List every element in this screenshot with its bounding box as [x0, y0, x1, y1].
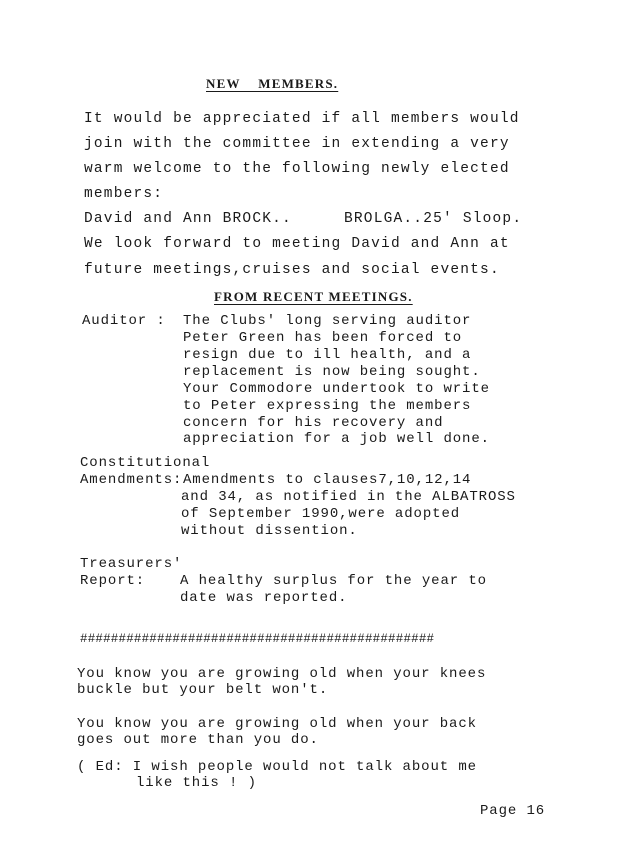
intro-line-1: It would be appreciated if all members would	[84, 111, 520, 127]
intro-line-2: join with the committee in extending a very	[84, 136, 510, 152]
editor-note-line-2: like this ! )	[136, 775, 257, 791]
auditor-line-5: Your Commodore undertook to write	[183, 381, 490, 397]
intro-line-3: warm welcome to the following newly elected	[84, 161, 510, 177]
new-members-heading: NEW MEMBERS.	[206, 76, 339, 91]
joke2-line-1: You know you are growing old when your back	[77, 716, 477, 732]
auditor-line-8: appreciation for a job well done.	[183, 431, 490, 447]
report-label: Report:	[80, 573, 146, 589]
treasurers-line-2: date was reported.	[180, 590, 348, 606]
hash-divider: ##############################################	[80, 632, 435, 646]
recent-meetings-heading: FROM RECENT MEETINGS.	[214, 289, 413, 304]
treasurers-line-1: A healthy surplus for the year to	[180, 573, 487, 589]
auditor-line-4: replacement is now being sought.	[183, 364, 481, 380]
treasurers-label: Treasurers'	[80, 556, 183, 572]
joke1-line-1: You know you are growing old when your knees	[77, 666, 487, 682]
welcome-line-1: We look forward to meeting David and Ann at	[84, 236, 510, 252]
welcome-line-2: future meetings,cruises and social events.	[84, 262, 500, 278]
page-number: Page 16	[480, 803, 546, 819]
amendments-label: Amendments:	[80, 472, 183, 488]
amendments-line-1: Amendments to clauses7,10,12,14	[183, 472, 472, 488]
amendments-line-2: and 34, as notified in the ALBATROSS	[181, 489, 516, 505]
auditor-line-3: resign due to ill health, and a	[183, 347, 472, 363]
auditor-line-6: to Peter expressing the members	[183, 398, 472, 414]
auditor-line-7: concern for his recovery and	[183, 415, 444, 431]
auditor-line-1: The Clubs' long serving auditor	[183, 313, 472, 329]
auditor-label: Auditor :	[82, 313, 166, 329]
member-boat: BROLGA..25' Sloop.	[344, 211, 523, 227]
member-name: David and Ann BROCK..	[84, 211, 292, 227]
auditor-line-2: Peter Green has been forced to	[183, 330, 463, 346]
amendments-line-3: of September 1990,were adopted	[181, 506, 461, 522]
joke1-line-2: buckle but your belt won't.	[77, 682, 329, 698]
joke2-line-2: goes out more than you do.	[77, 732, 319, 748]
constitutional-label: Constitutional	[80, 455, 211, 471]
intro-line-4: members:	[84, 186, 164, 202]
amendments-line-4: without dissention.	[181, 523, 358, 539]
editor-note-line-1: ( Ed: I wish people would not talk about me	[77, 759, 477, 775]
